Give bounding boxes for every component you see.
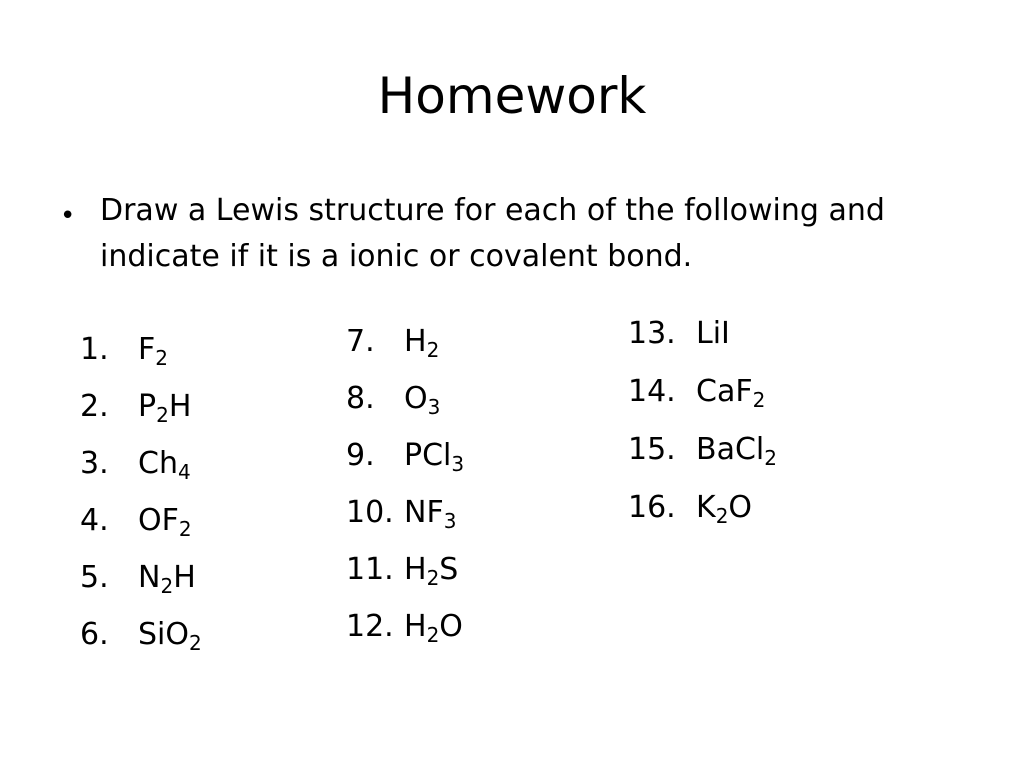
item-number: 14. bbox=[628, 374, 676, 409]
formula-subscript: 2 bbox=[426, 623, 440, 647]
chemical-formula bbox=[404, 495, 457, 533]
item-number: 1. bbox=[80, 332, 109, 367]
formula-subscript: 2 bbox=[715, 504, 729, 528]
formula-element: H bbox=[404, 324, 427, 359]
item-number: 9. bbox=[346, 438, 375, 473]
item-number: 16. bbox=[628, 490, 676, 525]
item-number: 7. bbox=[346, 324, 375, 359]
item-number: 15. bbox=[628, 432, 676, 467]
slide-title: Homework bbox=[377, 67, 647, 125]
formula-element: O bbox=[728, 490, 753, 525]
list-item bbox=[628, 372, 765, 412]
list-item bbox=[346, 379, 440, 419]
list-item bbox=[628, 314, 730, 354]
item-number: 2. bbox=[80, 389, 109, 424]
chemical-formula bbox=[404, 324, 440, 362]
formula-element: H bbox=[168, 389, 192, 424]
list-item bbox=[80, 558, 196, 598]
formula-subscript: 2 bbox=[155, 346, 168, 370]
formula-element: CaF bbox=[696, 374, 753, 409]
formula-element: Ch bbox=[138, 446, 178, 481]
formula-element: K bbox=[696, 490, 716, 525]
formula-element: OF bbox=[138, 503, 179, 538]
chemical-formula bbox=[696, 374, 766, 412]
formula-element: H bbox=[404, 552, 427, 587]
item-number: 4. bbox=[80, 503, 109, 538]
list-item bbox=[80, 387, 191, 427]
chemical-formula bbox=[404, 609, 463, 647]
bullet-marker: • bbox=[60, 201, 76, 231]
formula-subscript: 3 bbox=[427, 395, 441, 419]
chemical-formula bbox=[138, 560, 196, 598]
item-number: 13. bbox=[628, 316, 676, 351]
chemical-formula bbox=[696, 432, 777, 470]
item-number: 8. bbox=[346, 381, 375, 416]
chemical-formula bbox=[138, 332, 168, 370]
formula-element: LiI bbox=[696, 316, 730, 351]
item-number: 6. bbox=[80, 617, 109, 652]
chemical-formula bbox=[696, 490, 753, 528]
formula-element: F bbox=[138, 332, 156, 367]
formula-element: N bbox=[138, 560, 161, 595]
formula-subscript: 2 bbox=[764, 446, 777, 470]
formula-element: S bbox=[439, 552, 459, 587]
formula-element: P bbox=[138, 389, 157, 424]
formula-subscript: 2 bbox=[752, 388, 766, 412]
formula-subscript: 3 bbox=[443, 509, 457, 533]
formula-element: H bbox=[404, 609, 427, 644]
formula-element: O bbox=[404, 381, 428, 416]
chemical-formula bbox=[404, 552, 459, 590]
formula-element: O bbox=[439, 609, 463, 644]
formula-element: NF bbox=[404, 495, 444, 530]
list-item bbox=[80, 615, 202, 655]
list-item bbox=[346, 607, 463, 647]
formula-subscript: 2 bbox=[189, 631, 202, 655]
item-number: 12. bbox=[346, 609, 394, 644]
formula-subscript: 2 bbox=[426, 338, 440, 362]
list-item bbox=[628, 488, 752, 528]
item-number: 5. bbox=[80, 560, 109, 595]
formula-subscript: 2 bbox=[160, 574, 174, 598]
list-item bbox=[80, 330, 168, 370]
list-item bbox=[80, 501, 192, 541]
formula-subscript: 4 bbox=[177, 460, 191, 484]
chemical-formula bbox=[138, 446, 191, 484]
chemical-formula bbox=[138, 389, 192, 427]
chemical-formula bbox=[696, 316, 730, 351]
list-item bbox=[346, 322, 439, 362]
formula-subscript: 2 bbox=[426, 566, 440, 590]
chemical-formula bbox=[404, 438, 465, 476]
chemical-formula bbox=[138, 617, 202, 655]
list-item bbox=[628, 430, 777, 470]
formula-subscript: 2 bbox=[156, 403, 169, 427]
list-item bbox=[346, 550, 458, 590]
formula-subscript: 2 bbox=[178, 517, 192, 541]
formula-element: SiO bbox=[138, 617, 189, 652]
formula-subscript: 3 bbox=[451, 452, 465, 476]
list-item bbox=[346, 436, 464, 476]
list-item bbox=[80, 444, 191, 484]
item-number: 10. bbox=[346, 495, 394, 530]
item-number: 3. bbox=[80, 446, 109, 481]
item-number: 11. bbox=[346, 552, 394, 587]
chemical-formula bbox=[138, 503, 192, 541]
list-item bbox=[346, 493, 456, 533]
formula-element: H bbox=[173, 560, 196, 595]
formula-element: BaCl bbox=[696, 432, 765, 467]
chemical-formula bbox=[404, 381, 441, 419]
instruction-text: Draw a Lewis structure for each of the following and indicate if it is a ionic or covalent bond. bbox=[100, 193, 885, 274]
formula-element: PCl bbox=[404, 438, 452, 473]
